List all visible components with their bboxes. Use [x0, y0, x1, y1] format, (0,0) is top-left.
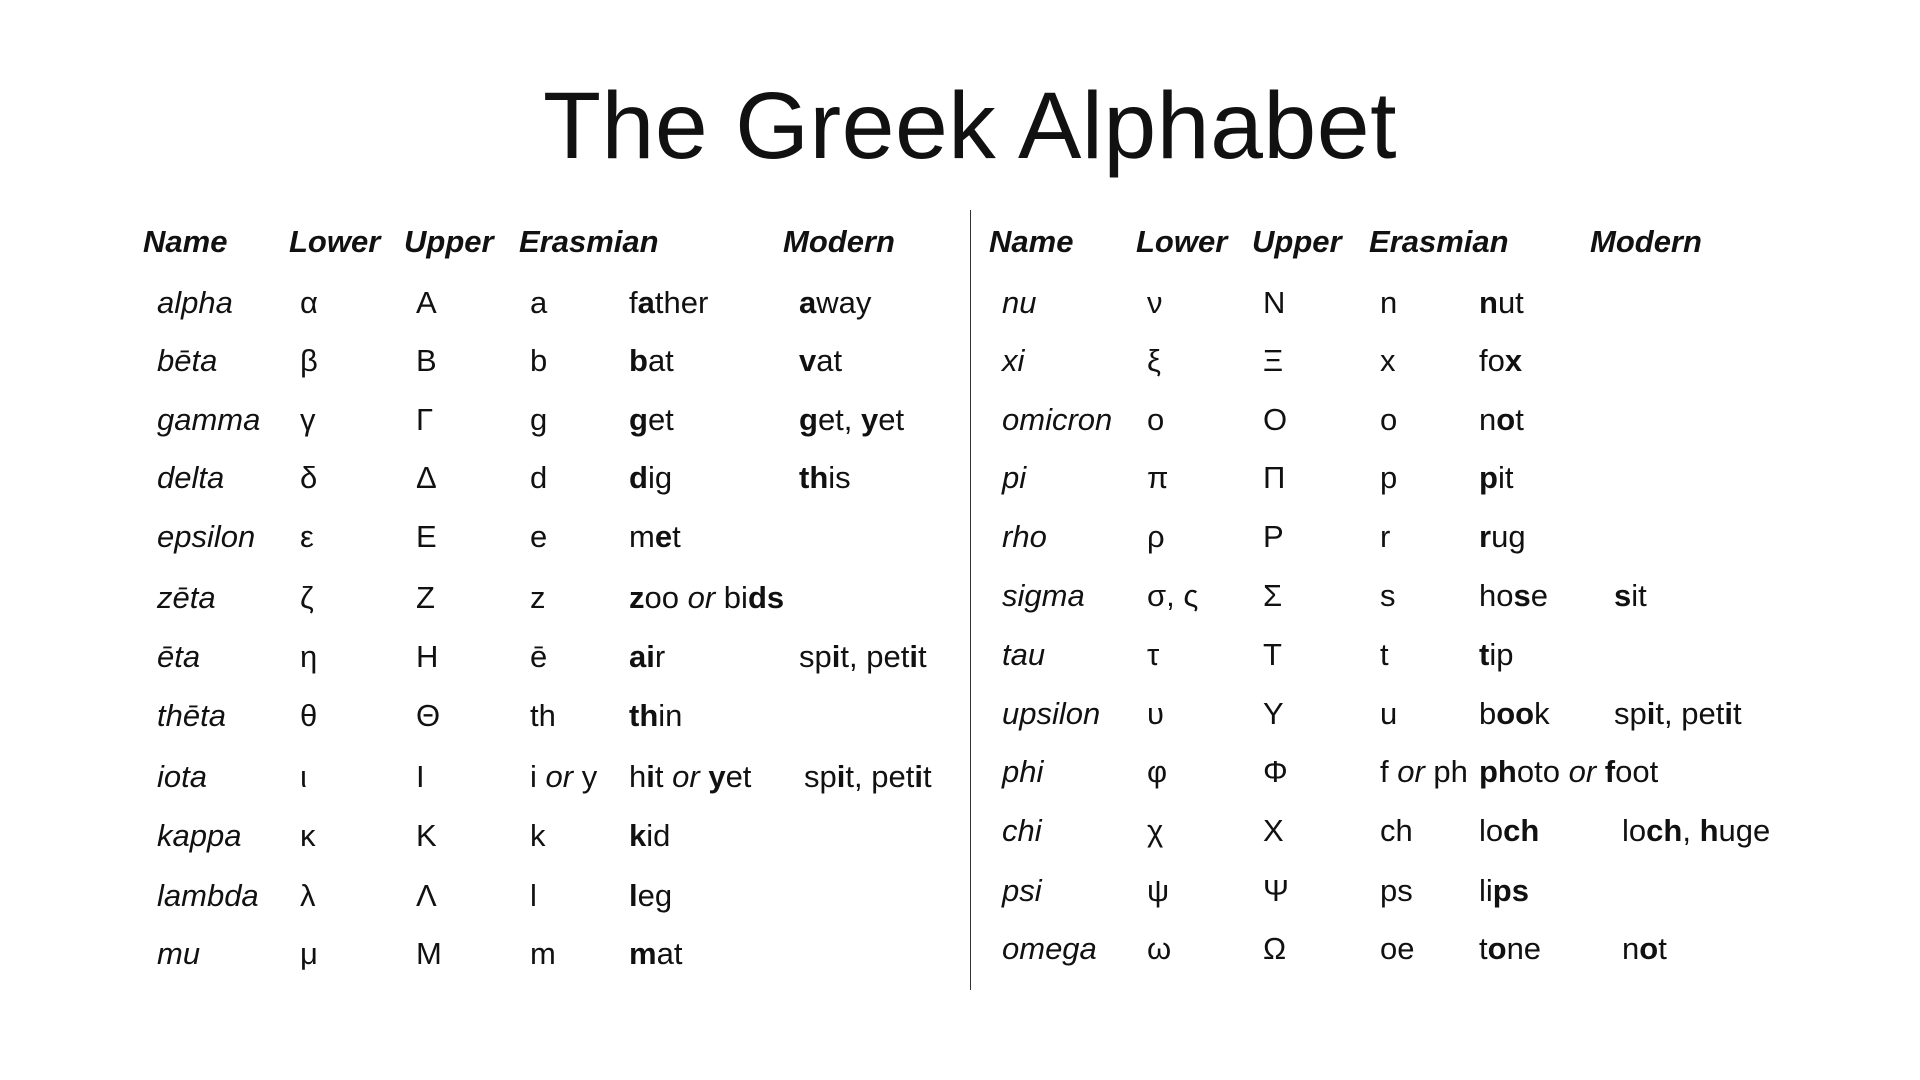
lowercase-letter: γ [300, 402, 316, 437]
lowercase-letter: π [1147, 460, 1169, 495]
uppercase-letter: Π [1263, 460, 1286, 495]
uppercase-letter: Ε [416, 519, 437, 554]
letter-name: pi [1002, 460, 1027, 495]
header-lower: Lower [289, 224, 381, 259]
erasmian-example: pit [1479, 460, 1514, 495]
modern-example: this [799, 460, 851, 495]
letter-name: mu [157, 936, 201, 971]
modern-example: spit, petit [804, 759, 932, 794]
modern-example: spit, petit [799, 639, 927, 674]
letter-name: omicron [1002, 402, 1113, 437]
letter-name: thēta [157, 698, 226, 733]
letter-name: gamma [157, 402, 261, 437]
transliteration: ch [1380, 813, 1413, 848]
letter-name: sigma [1002, 578, 1085, 613]
letter-name: rho [1002, 519, 1047, 554]
lowercase-letter: φ [1147, 754, 1168, 789]
uppercase-letter: Ρ [1263, 519, 1284, 554]
modern-example: get, yet [799, 402, 905, 437]
transliteration: g [530, 402, 548, 437]
letter-name: delta [157, 460, 225, 495]
lowercase-letter: λ [300, 878, 316, 913]
erasmian-example: book [1479, 696, 1550, 731]
uppercase-letter: Φ [1263, 754, 1288, 789]
letter-name: ēta [157, 639, 201, 674]
lowercase-letter: ζ [300, 580, 314, 615]
header-upper: Upper [1252, 224, 1342, 259]
transliteration: e [530, 519, 548, 554]
letter-name: iota [157, 759, 207, 794]
lowercase-letter: μ [300, 936, 318, 971]
uppercase-letter: Ω [1263, 931, 1287, 966]
lowercase-letter: α [300, 285, 318, 320]
transliteration: z [530, 580, 546, 615]
transliteration: l [530, 878, 537, 913]
transliteration: ps [1380, 873, 1413, 908]
erasmian-example: air [629, 639, 666, 674]
uppercase-letter: Ψ [1263, 873, 1289, 908]
lowercase-letter: ψ [1147, 873, 1170, 908]
transliteration: k [530, 818, 546, 853]
letter-name: lambda [157, 878, 259, 913]
uppercase-letter: Δ [416, 460, 437, 495]
transliteration: th [530, 698, 556, 733]
erasmian-example: loch [1479, 813, 1540, 848]
lowercase-letter: ρ [1147, 519, 1165, 554]
lowercase-letter: ω [1147, 931, 1172, 966]
header-modern: Modern [783, 224, 895, 259]
erasmian-example: nut [1479, 285, 1524, 320]
erasmian-example: thin [629, 698, 683, 733]
letter-name: nu [1002, 285, 1037, 320]
erasmian-example: hit or yet [629, 759, 752, 794]
erasmian-example: hose [1479, 578, 1548, 613]
lowercase-letter: δ [300, 460, 318, 495]
transliteration: ē [530, 639, 548, 674]
header-erasmian: Erasmian [1369, 224, 1509, 259]
erasmian-example: met [629, 519, 681, 554]
erasmian-example: lips [1479, 873, 1529, 908]
transliteration: n [1380, 285, 1398, 320]
uppercase-letter: Λ [416, 878, 437, 913]
transliteration: r [1380, 519, 1391, 554]
letter-name: chi [1002, 813, 1042, 848]
uppercase-letter: Ξ [1263, 343, 1284, 378]
transliteration: d [530, 460, 548, 495]
transliteration: oe [1380, 931, 1415, 966]
erasmian-example: leg [629, 878, 673, 913]
letter-name: epsilon [157, 519, 256, 554]
letter-name: upsilon [1002, 696, 1101, 731]
erasmian-example: father [629, 285, 709, 320]
lowercase-letter: β [300, 343, 318, 378]
lowercase-letter: κ [300, 818, 316, 853]
uppercase-letter: Ζ [416, 580, 435, 615]
letter-name: psi [1002, 873, 1042, 908]
transliteration: x [1380, 343, 1396, 378]
letter-name: alpha [157, 285, 233, 320]
lowercase-letter: ο [1147, 402, 1165, 437]
erasmian-example: mat [629, 936, 683, 971]
transliteration: a [530, 285, 548, 320]
transliteration: i or y [530, 759, 598, 794]
uppercase-letter: Ο [1263, 402, 1288, 437]
lowercase-letter: τ [1147, 637, 1160, 672]
letter-name: bēta [157, 343, 218, 378]
letter-name: omega [1002, 931, 1097, 966]
letter-name: xi [1002, 343, 1025, 378]
erasmian-example: tip [1479, 637, 1514, 672]
uppercase-letter: Θ [416, 698, 441, 733]
erasmian-example: photo or foot [1479, 754, 1659, 789]
transliteration: o [1380, 402, 1398, 437]
lowercase-letter: χ [1147, 813, 1164, 848]
lowercase-letter: θ [300, 698, 318, 733]
modern-example: spit, petit [1614, 696, 1742, 731]
erasmian-example: get [629, 402, 674, 437]
header-upper: Upper [404, 224, 494, 259]
uppercase-letter: Η [416, 639, 439, 674]
erasmian-example: zoo or bids [629, 580, 785, 615]
modern-example: not [1622, 931, 1667, 966]
modern-example: sit [1614, 578, 1647, 613]
erasmian-example: bat [629, 343, 674, 378]
uppercase-letter: Γ [416, 402, 434, 437]
header-erasmian: Erasmian [519, 224, 659, 259]
page-title: The Greek Alphabet [543, 73, 1397, 179]
transliteration: p [1380, 460, 1398, 495]
modern-example: vat [799, 343, 843, 378]
header-lower: Lower [1136, 224, 1228, 259]
lowercase-letter: υ [1147, 696, 1164, 731]
erasmian-example: not [1479, 402, 1524, 437]
lowercase-letter: ι [300, 759, 307, 794]
uppercase-letter: Σ [1263, 578, 1283, 613]
uppercase-letter: Μ [416, 936, 442, 971]
header-name: Name [143, 224, 228, 259]
modern-example: away [799, 285, 872, 320]
transliteration: f or ph [1380, 754, 1468, 789]
uppercase-letter: Α [416, 285, 437, 320]
transliteration: u [1380, 696, 1398, 731]
uppercase-letter: Τ [1263, 637, 1282, 672]
uppercase-letter: Υ [1263, 696, 1284, 731]
transliteration: b [530, 343, 548, 378]
lowercase-letter: η [300, 639, 318, 674]
uppercase-letter: Ν [1263, 285, 1286, 320]
transliteration: s [1380, 578, 1396, 613]
erasmian-example: tone [1479, 931, 1542, 966]
erasmian-example: dig [629, 460, 673, 495]
letter-name: kappa [157, 818, 242, 853]
header-modern: Modern [1590, 224, 1702, 259]
transliteration: m [530, 936, 556, 971]
lowercase-letter: ν [1147, 285, 1163, 320]
lowercase-letter: σ, ς [1147, 578, 1199, 613]
header-name: Name [989, 224, 1074, 259]
erasmian-example: fox [1479, 343, 1523, 378]
letter-name: tau [1002, 637, 1046, 672]
lowercase-letter: ξ [1147, 343, 1161, 378]
uppercase-letter: Κ [416, 818, 437, 853]
erasmian-example: kid [629, 818, 671, 853]
letter-name: zēta [157, 580, 216, 615]
uppercase-letter: Χ [1263, 813, 1284, 848]
letter-name: phi [1002, 754, 1044, 789]
erasmian-example: rug [1479, 519, 1526, 554]
uppercase-letter: Ι [416, 759, 425, 794]
modern-example: loch, huge [1622, 813, 1771, 848]
lowercase-letter: ε [300, 519, 314, 554]
transliteration: t [1380, 637, 1389, 672]
uppercase-letter: Β [416, 343, 437, 378]
